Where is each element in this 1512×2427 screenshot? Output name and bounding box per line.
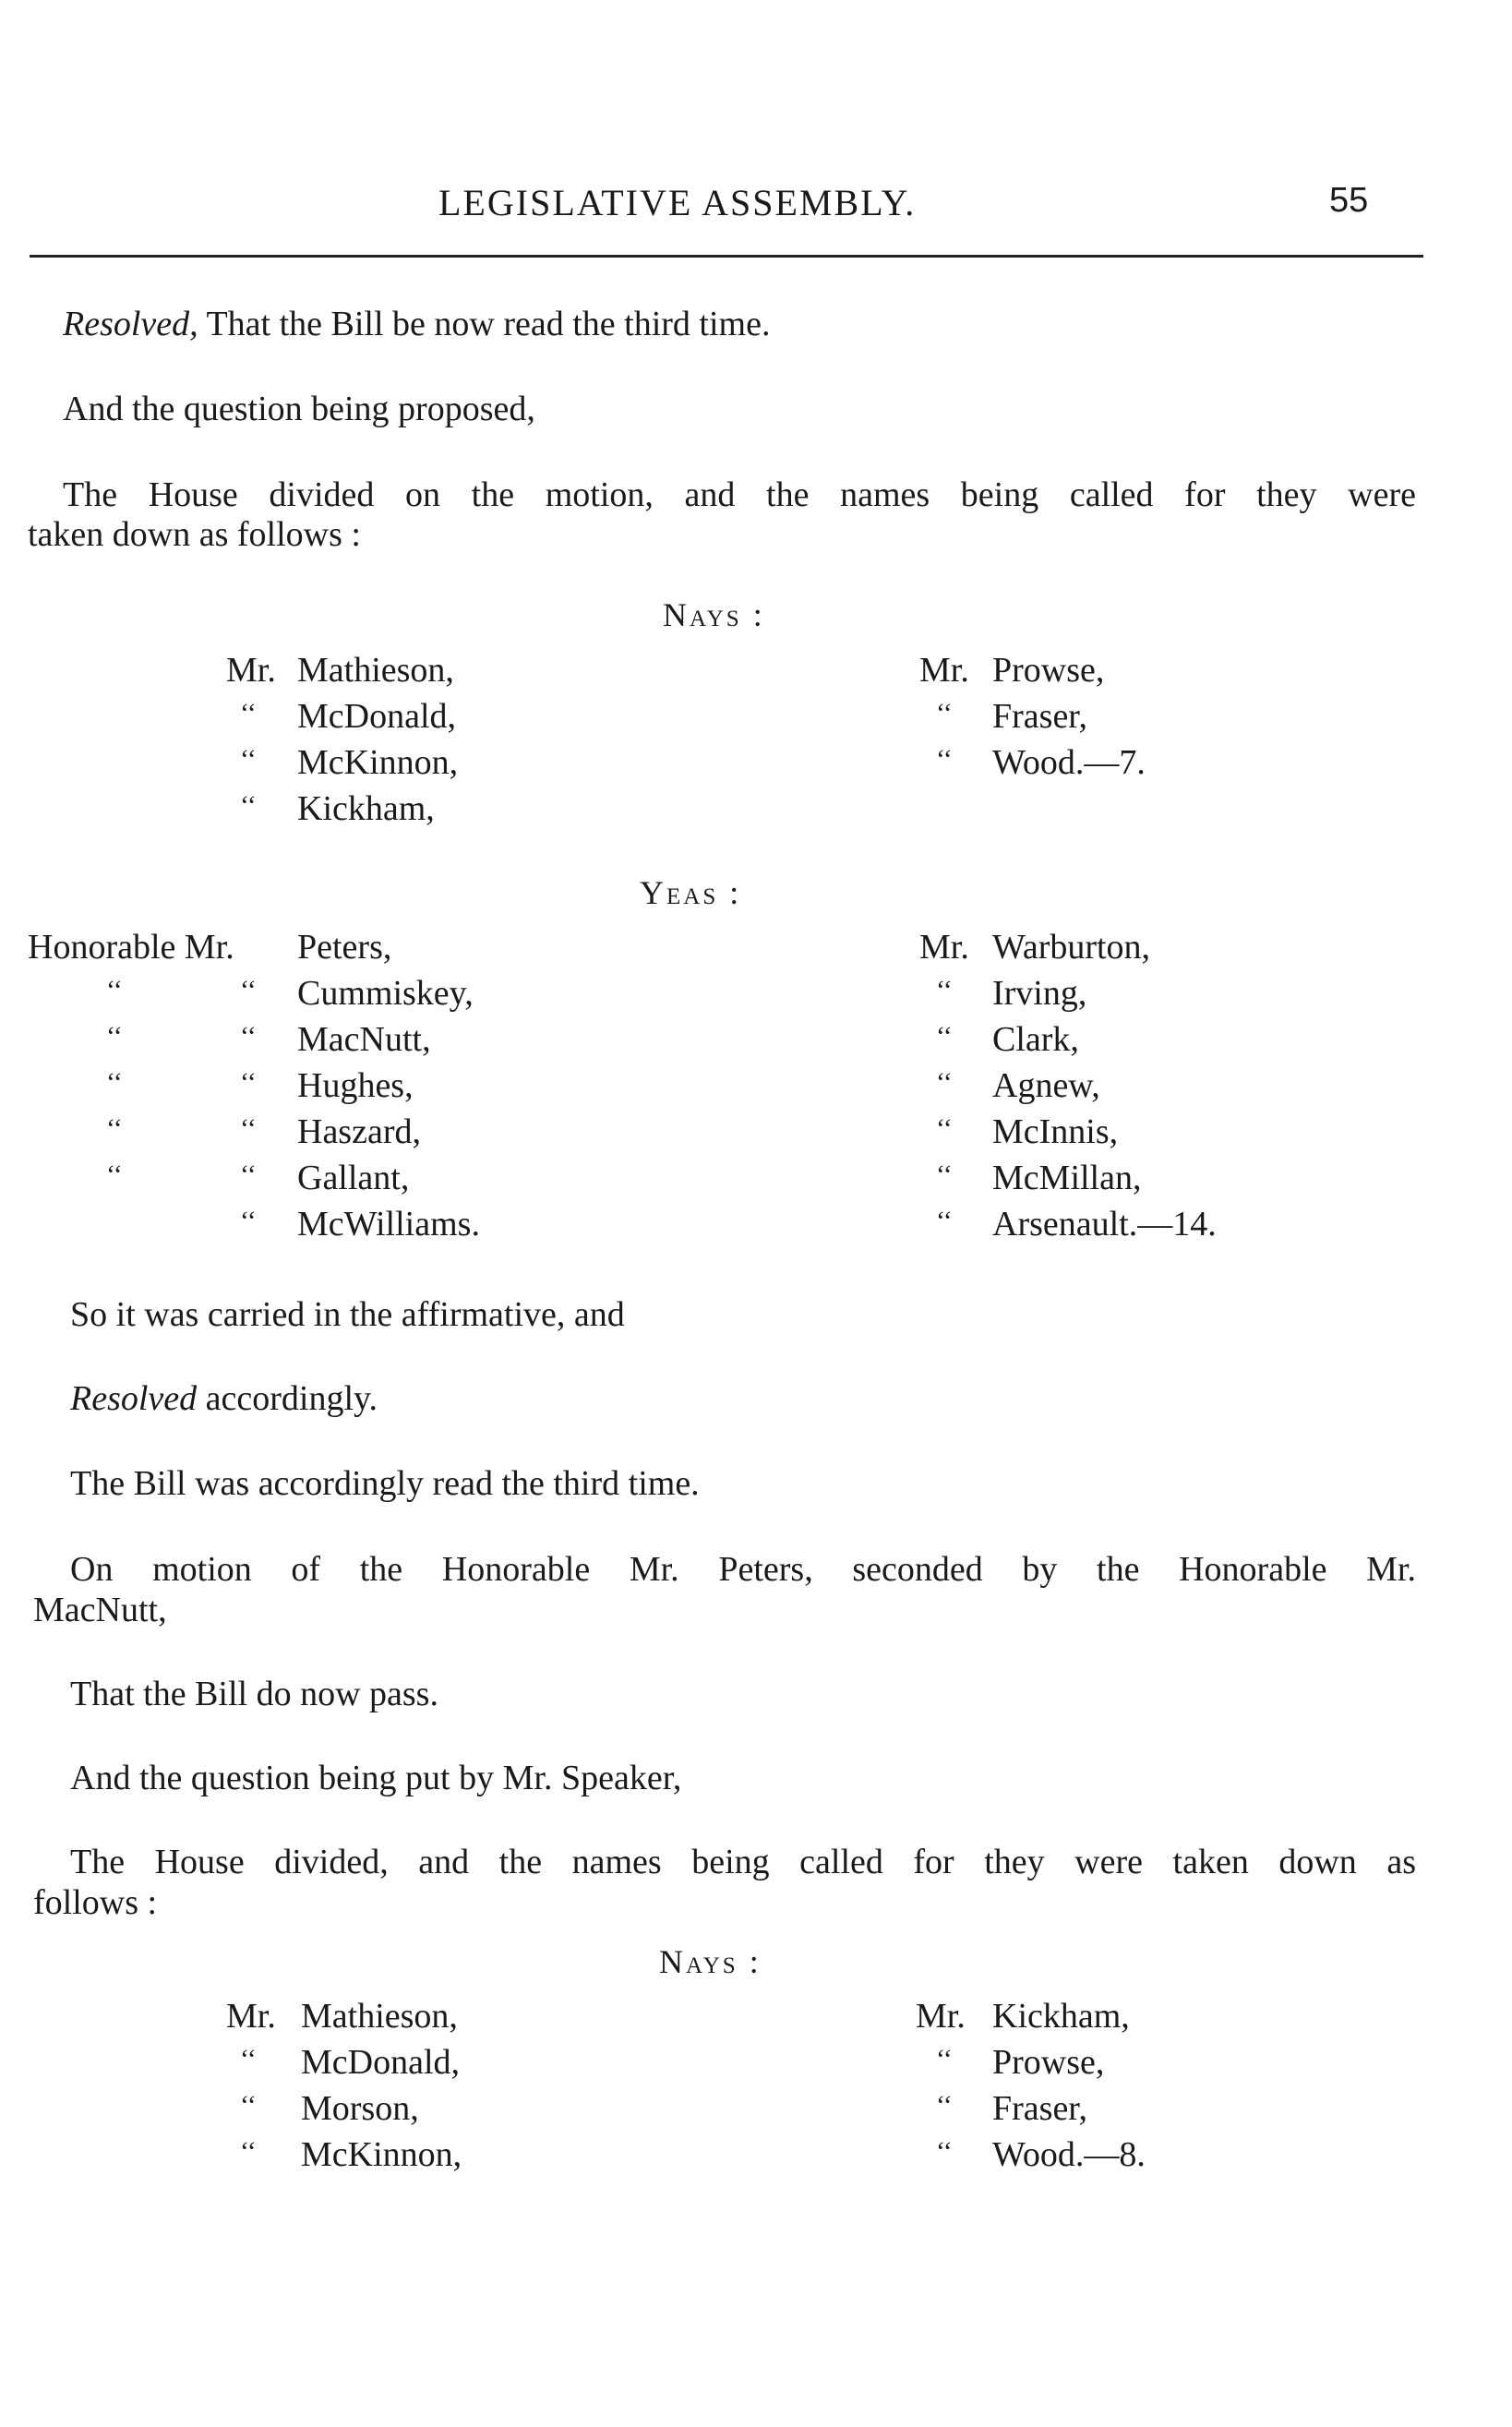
ditto-mark: ‘‘ <box>240 790 257 821</box>
ditto-mark: ‘‘ <box>106 1113 123 1144</box>
paragraph-carried-affirmative: So it was carried in the affirmative, and <box>70 1295 625 1334</box>
paragraph-bill-do-pass: That the Bill do now pass. <box>70 1675 438 1713</box>
name-prefix: Mr. <box>919 928 969 967</box>
ditto-mark: ‘‘ <box>240 698 257 728</box>
ditto-mark: ‘‘ <box>240 744 257 775</box>
member-name: McWilliams. <box>297 1205 480 1244</box>
ditto-mark: ‘‘ <box>240 1159 257 1190</box>
ditto-mark: ‘‘ <box>240 2136 257 2167</box>
ditto-mark: ‘‘ <box>936 1206 953 1236</box>
member-name: Irving, <box>992 974 1087 1013</box>
ditto-mark: ‘‘ <box>106 1067 123 1098</box>
paragraph-motion-line1: On motion of the Honorable Mr. Peters, seconded by the Honorable Mr. <box>70 1550 1416 1589</box>
ditto-mark: ‘‘ <box>240 1206 257 1236</box>
member-name: Morson, <box>301 2089 419 2128</box>
paragraph-text: That the Bill be now read the third time. <box>198 305 771 343</box>
paragraph-motion-line2: MacNutt, <box>33 1591 167 1629</box>
ditto-mark: ‘‘ <box>106 1159 123 1190</box>
member-name: McInnis, <box>992 1112 1119 1151</box>
nays-heading-2: Nays : <box>659 1943 762 1980</box>
member-name: Kickham, <box>992 1997 1130 2036</box>
paragraph-question-proposed: And the question being proposed, <box>63 390 535 428</box>
ditto-mark: ‘‘ <box>936 1159 953 1190</box>
running-header-title: LEGISLATIVE ASSEMBLY. <box>438 182 917 223</box>
paragraph-question-put: And the question being put by Mr. Speaker, <box>70 1759 682 1797</box>
ditto-mark: ‘‘ <box>936 744 953 775</box>
ditto-mark: ‘‘ <box>106 1021 123 1051</box>
name-prefix: Mr. <box>919 651 969 690</box>
member-name: Cummiskey, <box>297 974 474 1013</box>
member-name: McKinnon, <box>301 2135 462 2174</box>
member-name: Prowse, <box>992 2043 1105 2082</box>
member-name: Peters, <box>297 928 392 967</box>
paragraph-house-divided2-line1: The House divided, and the names being called for they were taken down as <box>70 1843 1416 1881</box>
ditto-mark: ‘‘ <box>936 2044 953 2074</box>
member-name: Arsenault.—14. <box>992 1205 1217 1244</box>
ditto-mark: ‘‘ <box>936 1067 953 1098</box>
member-name: Agnew, <box>992 1066 1100 1105</box>
ditto-mark: ‘‘ <box>936 1021 953 1051</box>
ditto-mark: ‘‘ <box>240 1021 257 1051</box>
paragraph-resolved-accordingly <box>70 1377 378 1420</box>
member-name: Gallant, <box>297 1159 410 1197</box>
member-name: Kickham, <box>297 789 435 828</box>
member-name: Clark, <box>992 1020 1079 1059</box>
yeas-heading: Yeas : <box>640 874 742 911</box>
member-name: Warburton, <box>992 928 1151 967</box>
member-name: Prowse, <box>992 651 1105 690</box>
name-prefix: Mr. <box>226 651 276 690</box>
nays-heading: Nays : <box>663 596 765 633</box>
member-name: McMillan, <box>992 1159 1142 1197</box>
name-prefix: Mr. <box>916 1997 966 2036</box>
paragraph-bill-read-third-time: The Bill was accordingly read the third time. <box>70 1464 700 1503</box>
ditto-mark: ‘‘ <box>240 1067 257 1098</box>
ditto-mark: ‘‘ <box>240 975 257 1005</box>
paragraph-house-divided-line2: taken down as follows : <box>28 515 361 554</box>
member-name: Fraser, <box>992 697 1087 736</box>
member-name: McDonald, <box>301 2043 461 2082</box>
member-name: Mathieson, <box>301 1997 458 2036</box>
ditto-mark: ‘‘ <box>106 975 123 1005</box>
member-name: McDonald, <box>297 697 457 736</box>
ditto-mark: ‘‘ <box>936 975 953 1005</box>
ditto-mark: ‘‘ <box>936 698 953 728</box>
paragraph-house-divided-line1: The House divided on the motion, and the names being called for they were <box>63 475 1416 514</box>
member-name: Wood.—7. <box>992 743 1146 782</box>
paragraph-text: accordingly. <box>197 1379 378 1418</box>
paragraph-house-divided2-line2: follows : <box>33 1883 158 1922</box>
ditto-mark: ‘‘ <box>936 1113 953 1144</box>
member-name: McKinnon, <box>297 743 459 782</box>
member-name: MacNutt, <box>297 1020 431 1059</box>
ditto-mark: ‘‘ <box>240 2090 257 2121</box>
ditto-mark: ‘‘ <box>936 2090 953 2121</box>
member-name: Wood.—8. <box>992 2135 1146 2174</box>
resolved-italic: Resolved, <box>63 305 198 343</box>
ditto-mark: ‘‘ <box>240 1113 257 1144</box>
paragraph-resolved-third-reading <box>63 303 770 345</box>
header-rule <box>30 255 1423 258</box>
resolved-italic: Resolved <box>70 1379 198 1418</box>
member-name: Haszard, <box>297 1112 421 1151</box>
ditto-mark: ‘‘ <box>936 2136 953 2167</box>
member-name: Mathieson, <box>297 651 454 690</box>
name-title: Honorable Mr. <box>28 928 234 967</box>
page-number: 55 <box>1329 181 1369 220</box>
ditto-mark: ‘‘ <box>240 2044 257 2074</box>
name-prefix: Mr. <box>226 1997 276 2036</box>
member-name: Fraser, <box>992 2089 1087 2128</box>
member-name: Hughes, <box>297 1066 414 1105</box>
